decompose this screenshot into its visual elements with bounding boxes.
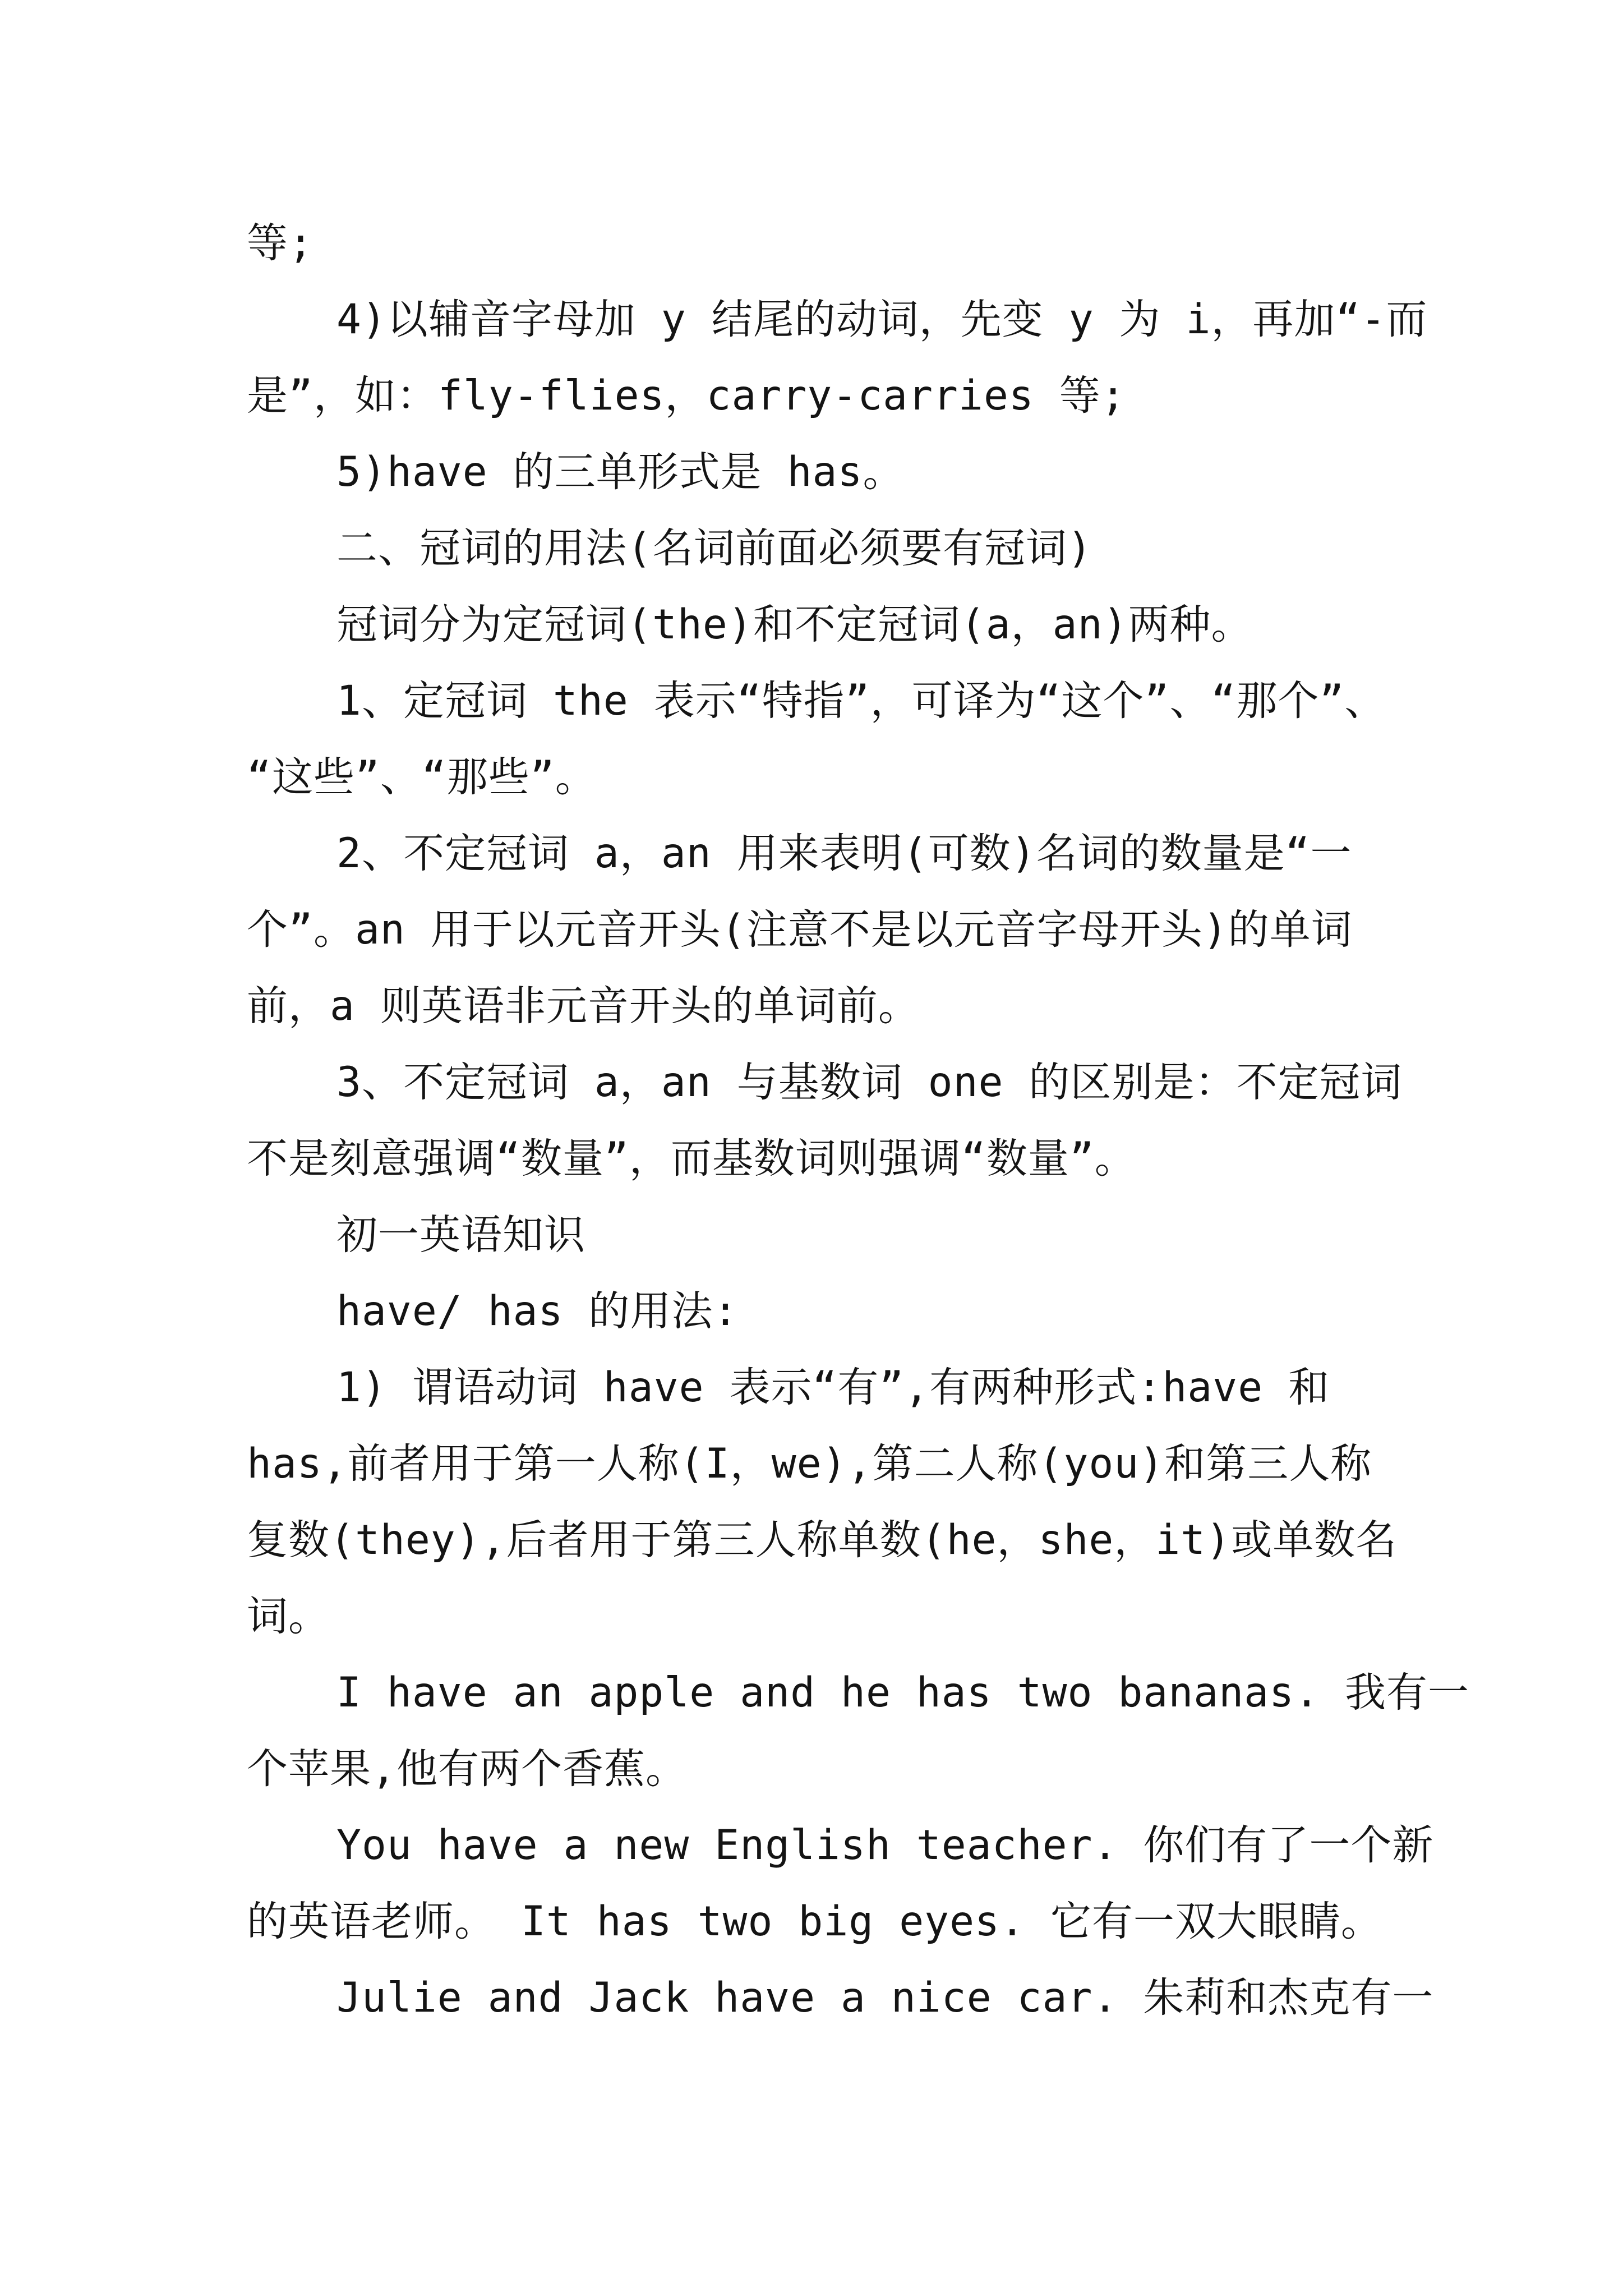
example-sentence: I have an apple and he has two bananas. 我有一 bbox=[336, 1669, 1469, 1717]
text-line: has,前者用于第一人称(I，we),第二人称(you)和第三人称 bbox=[247, 1440, 1372, 1488]
text-line: 4)以辅音字母加 y 结尾的动词，先变 y 为 i，再加“-而 bbox=[336, 296, 1428, 343]
text-line: have/ has 的用法: bbox=[336, 1287, 739, 1335]
text-line: “这些”、“那些”。 bbox=[247, 753, 597, 801]
text-line: 5)have 的三单形式是 has。 bbox=[336, 448, 905, 496]
example-translation: 的英语老师。 It has two big eyes. 它有一双大眼睛。 bbox=[247, 1898, 1382, 1945]
text-line: 前，a 则英语非元音开头的单词前。 bbox=[247, 982, 920, 1030]
text-line: 1、定冠词 the 表示“特指”，可译为“这个”、“那个”、 bbox=[336, 677, 1386, 725]
text-line: 不是刻意强调“数量”，而基数词则强调“数量”。 bbox=[247, 1135, 1136, 1182]
text-line: 是”，如：fly-flies，carry-carries 等; bbox=[247, 372, 1126, 420]
section-heading: 二、冠词的用法(名词前面必须要有冠词) bbox=[336, 524, 1092, 572]
text-line: 个”。an 用于以元音开头(注意不是以元音字母开头)的单词 bbox=[247, 906, 1353, 954]
example-sentence: You have a new English teacher. 你们有了一个新 bbox=[336, 1821, 1434, 1869]
text-line: 词。 bbox=[247, 1593, 330, 1640]
text-line: 冠词分为定冠词(the)和不定冠词(a，an)两种。 bbox=[336, 601, 1253, 648]
section-heading: 初一英语知识 bbox=[336, 1211, 585, 1259]
text-line: 等; bbox=[247, 219, 313, 267]
text-line: 1) 谓语动词 have 表示“有”,有两种形式:have 和 bbox=[336, 1364, 1330, 1411]
text-line: 2、不定冠词 a，an 用来表明(可数)名词的数量是“一 bbox=[336, 830, 1352, 877]
text-line: 3、不定冠词 a，an 与基数词 one 的区别是：不定冠词 bbox=[336, 1059, 1403, 1106]
example-translation: 个苹果,他有两个香蕉。 bbox=[247, 1745, 687, 1793]
example-sentence: Julie and Jack have a nice car. 朱莉和杰克有一 bbox=[336, 1974, 1434, 2022]
text-line: 复数(they),后者用于第三人称单数(he，she，it)或单数名 bbox=[247, 1516, 1398, 1564]
